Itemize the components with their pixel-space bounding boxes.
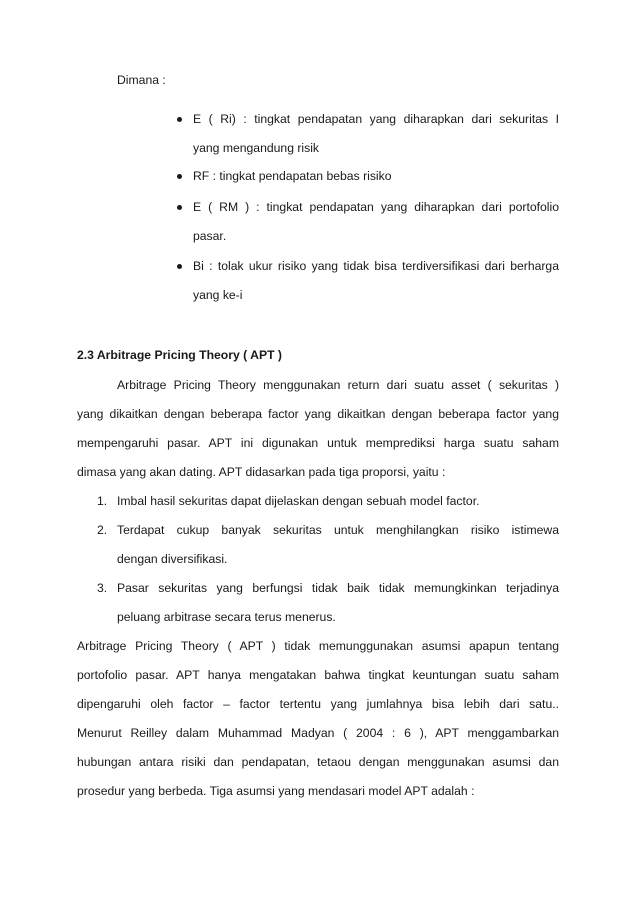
para2-line-1: Arbitrage Pricing Theory ( APT ) tidak memunggunakan asumsi apapun tentang xyxy=(77,639,559,653)
para2-line-2: portofolio pasar. APT hanya mengatakan bahwa tingkat keuntungan suatu saham xyxy=(77,668,559,682)
bullet-dot xyxy=(177,117,182,122)
bullet-1-line-1: E ( Ri) : tingkat pendapatan yang diharapkan dari sekuritas I xyxy=(193,112,559,126)
bullet-dot xyxy=(177,174,182,179)
para1-line-3: mempengaruhi pasar. APT ini digunakan untuk memprediksi harga suatu saham xyxy=(77,436,559,450)
dimana-label: Dimana : xyxy=(117,73,166,87)
para1-line-1: Arbitrage Pricing Theory menggunakan return dari suatu asset ( sekuritas ) xyxy=(117,378,559,392)
para2-line-5: hubungan antara risiki dan pendapatan, tetaou dengan menggunakan asumsi dan xyxy=(77,755,559,769)
para1-line-2: yang dikaitkan dengan beberapa factor yang dikaitkan dengan beberapa factor yang xyxy=(77,407,559,421)
list-item-3-line-1: Pasar sekuritas yang berfungsi tidak baik tidak memungkinkan terjadinya xyxy=(117,581,559,595)
list-item-3-line-2: peluang arbitrase secara terus menerus. xyxy=(117,610,336,624)
bullet-3-line-1: E ( RM ) : tingkat pendapatan yang diharapkan dari portofolio xyxy=(193,200,559,214)
para2-line-4: Menurut Reilley dalam Muhammad Madyan ( 2004 : 6 ), APT menggambarkan xyxy=(77,726,559,740)
section-heading: 2.3 Arbitrage Pricing Theory ( APT ) xyxy=(77,348,282,362)
bullet-4-line-2: yang ke-i xyxy=(193,288,243,302)
list-number-1: 1. xyxy=(97,494,108,508)
bullet-2-line-1: RF : tingkat pendapatan bebas risiko xyxy=(193,169,392,183)
list-number-3: 3. xyxy=(97,581,108,595)
para1-line-4: dimasa yang akan dating. APT didasarkan pada tiga proporsi, yaitu : xyxy=(77,465,446,479)
list-item-1-line-1: Imbal hasil sekuritas dapat dijelaskan dengan sebuah model factor. xyxy=(117,494,480,508)
bullet-3-line-2: pasar. xyxy=(193,229,227,243)
bullet-1-line-2: yang mengandung risik xyxy=(193,141,320,155)
list-item-2-line-2: dengan diversifikasi. xyxy=(117,552,228,566)
para2-line-3: dipengaruhi oleh factor – factor tertentu yang jumlahnya bisa lebih dari satu.. xyxy=(77,697,559,711)
list-item-2-line-1: Terdapat cukup banyak sekuritas untuk menghilangkan risiko istimewa xyxy=(117,523,559,537)
list-number-2: 2. xyxy=(97,523,108,537)
bullet-dot xyxy=(177,264,182,269)
bullet-4-line-1: Bi : tolak ukur risiko yang tidak bisa terdiversifikasi dari berharga xyxy=(193,259,559,273)
bullet-dot xyxy=(177,205,182,210)
para2-line-6: prosedur yang berbeda. Tiga asumsi yang mendasari model APT adalah : xyxy=(77,784,475,798)
